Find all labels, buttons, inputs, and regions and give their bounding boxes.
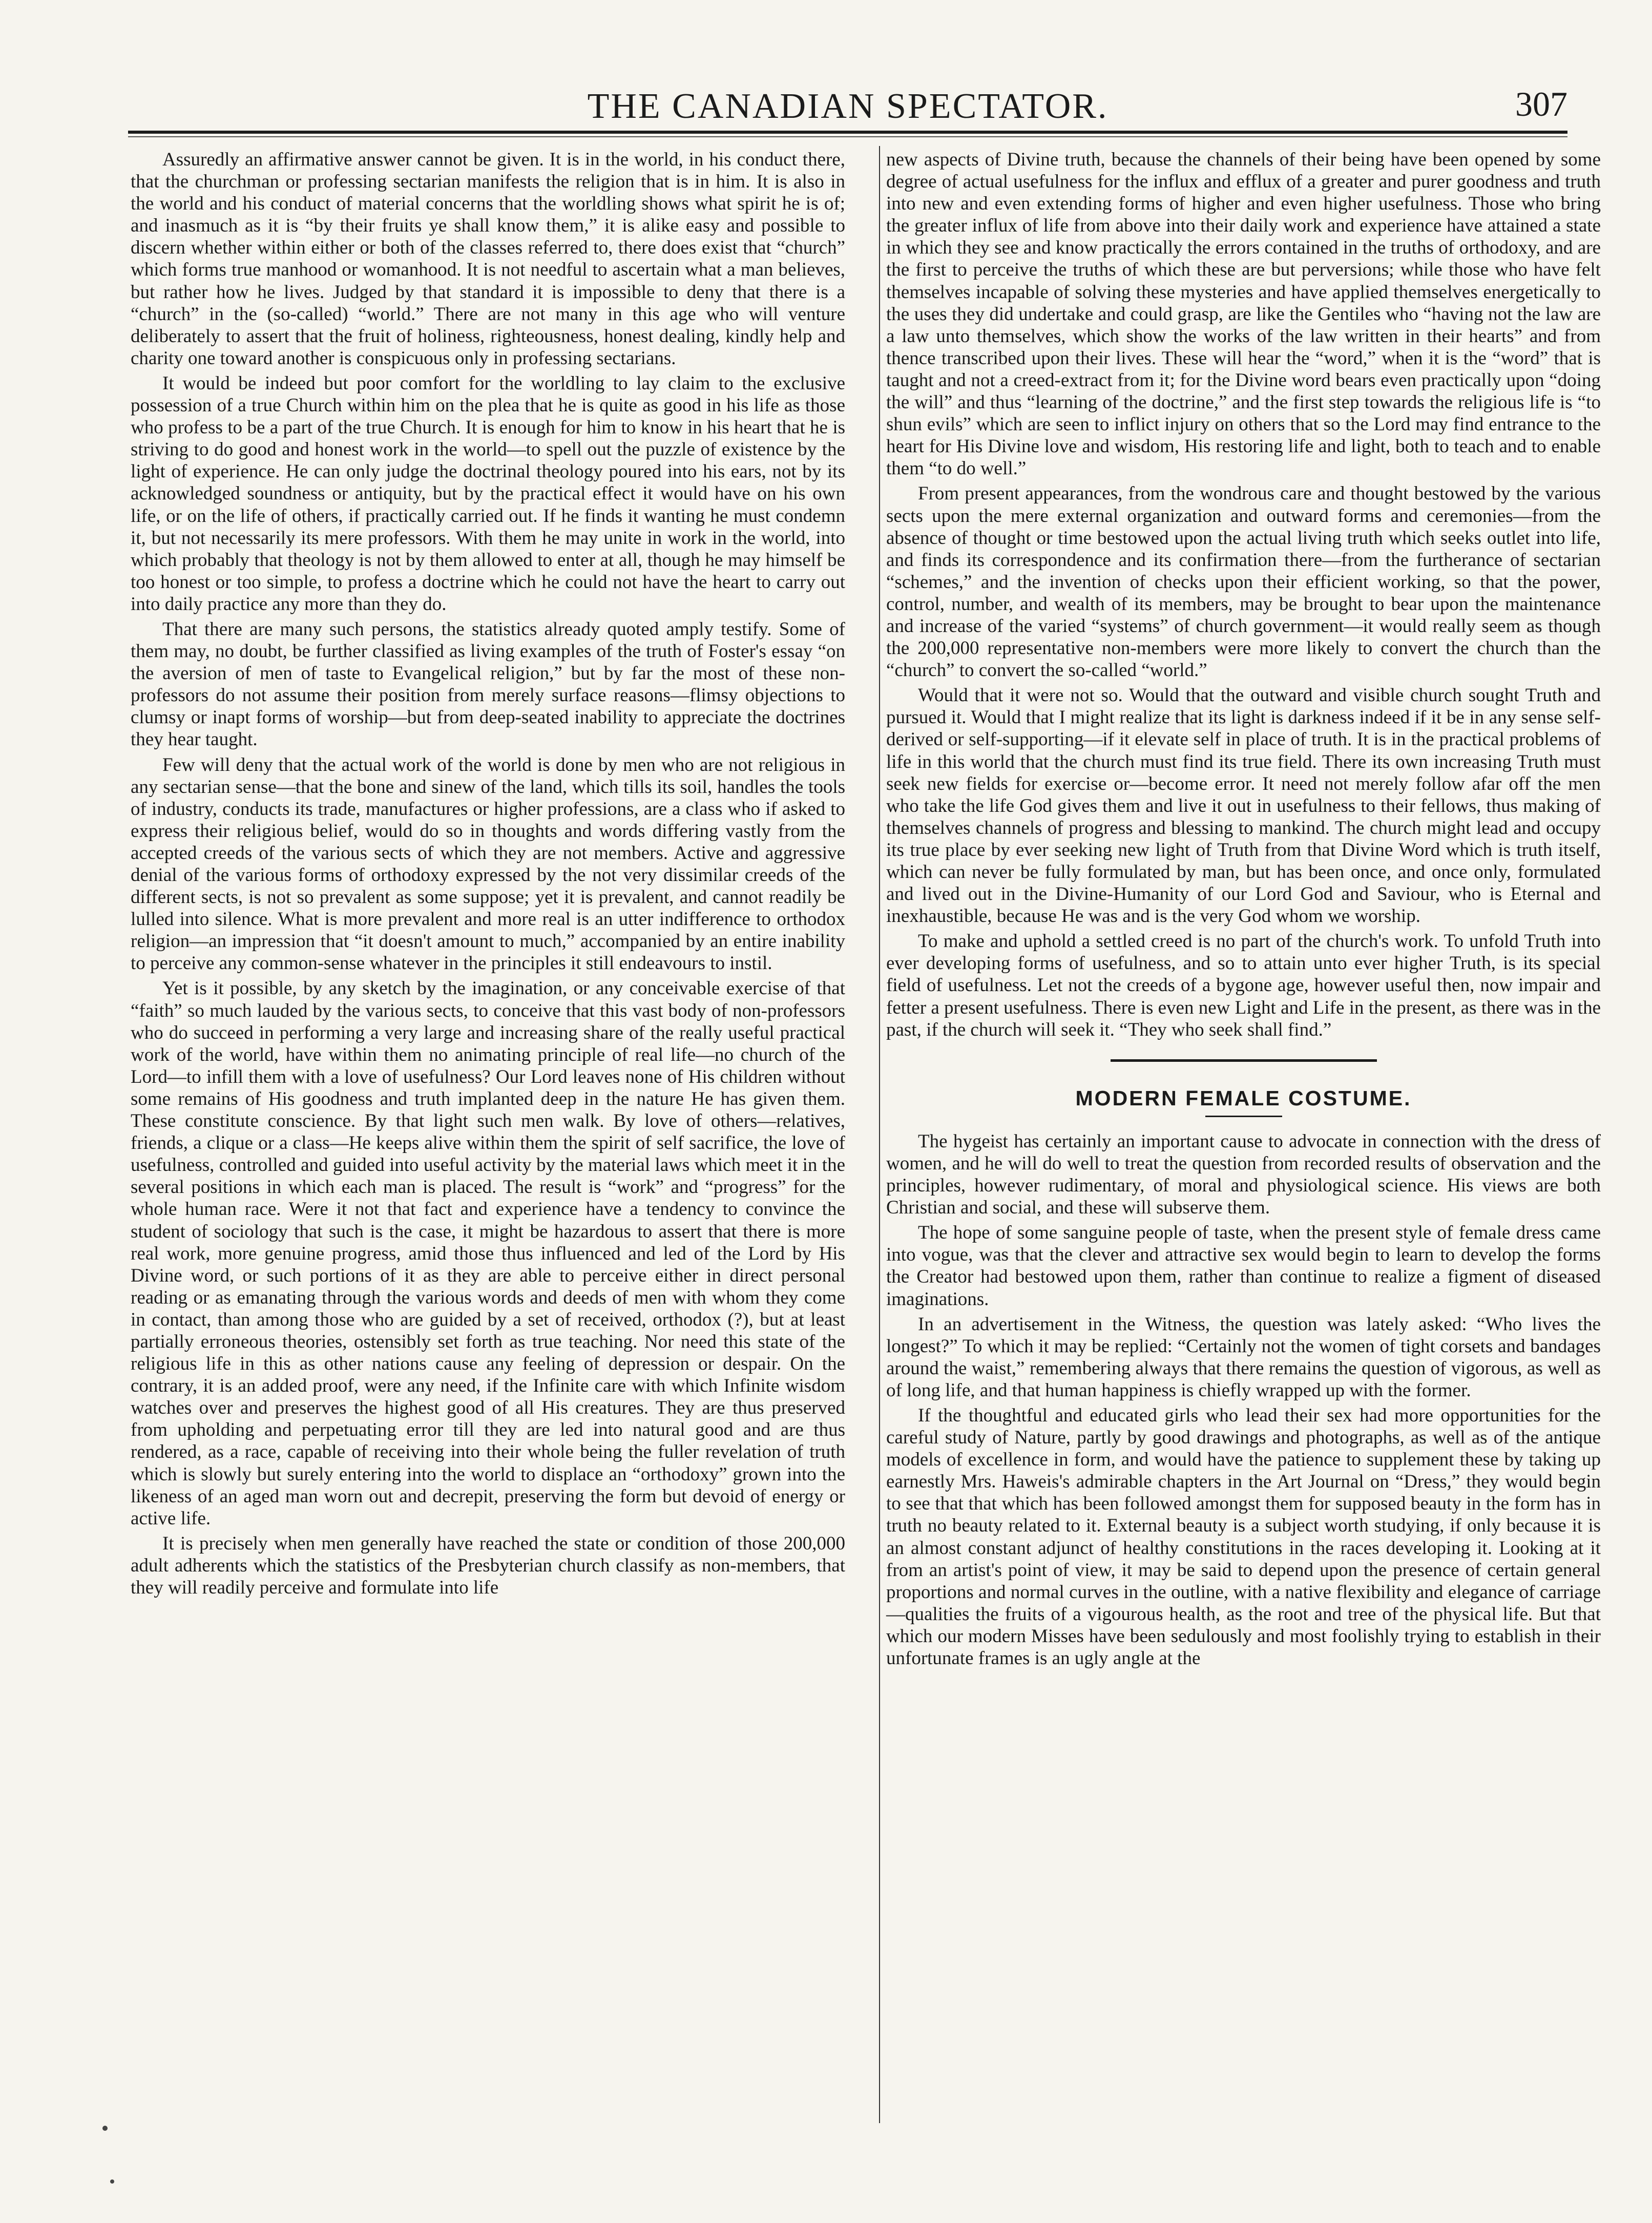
paragraph: That there are many such persons, the statistics already quoted amply testify. Some of them may, no doubt, be further classified as living examples of the truth of Foster's essay “on the aversion of men of taste to Evangelical religion,” but by far the most of these non-professors do not assume their position from merely surface reasons—flimsy objections to clumsy or inapt forms of worship—but from deep-seated inability to appreciate the doctrines they hear taught.: [131, 618, 845, 750]
right-column: [886, 149, 1601, 1672]
paragraph: The hygeist has certainly an important cause to advocate in connection with the dress of women, and he will do well to treat the question from recorded results of observation and the principles, however rudimentary, of moral and physiological science. His views are both Christian and social, and these will subserve them.: [886, 1130, 1601, 1219]
page-number: 307: [1515, 85, 1567, 123]
paragraph: It is precisely when men generally have reached the state or condition of those 200,000 adult adherents which the statistics of the Presbyterian church classify as non-members, that they will readily perceive and formulate into life: [131, 1533, 845, 1598]
print-speck: [110, 2179, 114, 2184]
left-column: [131, 149, 845, 1602]
paragraph: It would be indeed but poor comfort for the worldling to lay claim to the exclusive possession of a true Church within him on the plea that he is quite as good in his life as those who profess to be a part of the true Church. It is enough for him to know in his heart that he is striving to do good and honest work in the world—to spell out the puzzle of existence by the light of experience. He can only judge the doctrinal theology poured into his ears, not by its acknowledged soundness or antiquity, but by the practical effect it would have on his own life, or on the life of others, if practically carried out. If he finds it wanting he must condemn it, but not necessarily its mere professors. With them he may unite in work in the world, into which probably that theology is not by them allowed to enter at all, though he may himself be too honest or too simple, to profess a doctrine which he could not have the heart to carry out into daily practice any more than they do.: [131, 372, 845, 615]
paragraph: To make and uphold a settled creed is no part of the church's work. To unfold Truth into ever developing forms of usefulness, and so to attain unto ever higher Truth, is its special field of usefulness. Let not the creeds of a bygone age, however useful then, now impair and fetter a present usefulness. There is even new Light and Life in the present, as there was in the past, if the church will seek it. “They who seek shall find.”: [886, 931, 1601, 1040]
paragraph: If the thoughtful and educated girls who lead their sex had more opportunities for the careful study of Nature, partly by good drawings and photographs, as well as of the antique models of excellence in form, and would have the patience to supplement these by taking up earnestly Mrs. Haweis's admirable chapters in the Art Journal on “Dress,” they would begin to see that that which has been followed amongst them for supposed beauty in the form has in truth no beauty related to it. External beauty is a subject worth studying, if only because it is an almost constant adjunct of healthy constitutions in the races developing it. Looking at it from an artist's point of view, it may be said to depend upon the presence of certain general proportions and normal curves in the outline, with a native flexibility and elegance of carriage—qualities the fruits of a vigourous health, as the root and tree of the physical life. But that which our modern Misses have been sedulously and most foolishly trying to establish in their unfortunate frames is an ugly angle at the: [886, 1404, 1601, 1669]
section-divider: [1111, 1059, 1377, 1062]
header-rule-thin: [128, 136, 1567, 137]
header-rule: [128, 131, 1567, 134]
paragraph: From present appearances, from the wondrous care and thought bestowed by the various sects upon the mere external organization and outward forms and ceremonies—from the absence of thought or time bestowed upon the actual living truth which seeks outlet into life, and finds its correspondence and its confirmation there—from the furtherance of sectarian “schemes,” and the invention of checks upon their efficient working, so that the power, control, number, and wealth of its members, may be brought to bear upon the maintenance and increase of the varied “systems” of church government—it would really seem as though the 200,000 representative non-members were more likely to convert the church than the “church” to convert the so-called “world.”: [886, 483, 1601, 681]
masthead-title: THE CANADIAN SPECTATOR.: [587, 87, 1109, 126]
column-divider: [879, 146, 880, 2123]
paragraph: Would that it were not so. Would that the outward and visible church sought Truth and pursued it. Would that I might realize that its light is darkness indeed if it be in any sense self-derived or self-supporting—if it elevate self in place of truth. It is in the practical problems of life in this world that the church must find its true field. There its own increasing Truth must seek new fields for exercise or—become error. It need not merely follow afar off the men who take the life God gives them and live it out in usefulness to their fellows, thus making of themselves channels of progress and blessing to mankind. The church might lead and occupy its true place by ever seeking new light of Truth from that Divine Word which is truth itself, which can never be fully formulated by man, but has been once, and once only, formulated and lived out in the Divine-Humanity of our Lord God and Saviour, who is Eternal and inexhaustible, because He was and is the very God whom we worship.: [886, 685, 1601, 927]
section-title: MODERN FEMALE COSTUME.: [1075, 1086, 1412, 1110]
print-speck: [102, 2126, 108, 2131]
paragraph: Assuredly an affirmative answer cannot be given. It is in the world, in his conduct there, that the churchman or professing sectarian manifests the religion that is in him. It is also in the world and his conduct of material concerns that the worldling shows what spirit he is of; and inasmuch as it is “by their fruits ye shall know them,” it is alike easy and possible to discern whether within either or both of the classes referred to, there does exist that “church” which forms true manhood or womanhood. It is not needful to ascertain what a man believes, but rather how he lives. Judged by that standard it is impossible to deny that there is a “church” in the (so-called) “world.” There are not many in this age who will venture deliberately to assert that the fruit of holiness, righteousness, honest dealing, kindly help and charity one toward another is conspicuous only in professing sectarians.: [131, 149, 845, 369]
title-rule: [1205, 1116, 1282, 1117]
paragraph: The hope of some sanguine people of taste, when the present style of female dress came into vogue, was that the clever and attractive sex would begin to learn to develop the forms the Creator had bestowed upon them, rather than continue to realize a figment of diseased imaginations.: [886, 1222, 1601, 1310]
paragraph: new aspects of Divine truth, because the channels of their being have been opened by some degree of actual usefulness for the influx and efflux of a greater and purer goodness and truth into new and even extending forms of higher and even higher usefulness. Those who bring the greater influx of life from above into their daily work and experience have attained a state in which they see and know practically the errors contained in the truths of orthodoxy, and are the first to perceive the truths of which these are but perversions; while those who have felt themselves incapable of solving these mysteries and have applied themselves energetically to the uses they did undertake and could grasp, are like the Gentiles who “having not the law are a law unto themselves, which show the works of the law written in their hearts” and from thence transcribed upon their lives. These will hear the “word,” when it is the “word” that is taught and not a creed-extract from it; for the Divine word bears even practically upon “doing the will” and thus “learning of the doctrine,” and the first step towards the religious life is “to shun evils” which are seen to inflict injury on others that so the Lord may find entrance to the heart for His Divine love and wisdom, His restoring life and light, both to teach and to enable them “to do well.”: [886, 149, 1601, 479]
paragraph: Few will deny that the actual work of the world is done by men who are not religious in any sectarian sense—that the bone and sinew of the land, which tills its soil, handles the tools of industry, conducts its trade, manufactures or higher professions, are a class who if asked to express their religious belief, would do so in thoughts and words differing vastly from the accepted creeds of the various sects of which they are not members. Active and aggressive denial of the various forms of orthodoxy expressed by the not very dissimilar creeds of the different sects, is not so prevalent as some suppose; yet it is prevalent, and cannot readily be lulled into silence. What is more prevalent and more real is an utter indifference to orthodox religion—an impression that “it doesn't amount to much,” accompanied by an entire inability to perceive any common-sense whatever in the principles it still endeavours to instil.: [131, 754, 845, 974]
page-header: [128, 77, 1567, 133]
paragraph: In an advertisement in the Witness, the question was lately asked: “Who lives the longest?” To which it may be replied: “Certainly not the women of tight corsets and bandages around the waist,” remembering always that there remains the question of vigorous, as well as of long life, and that human happiness is chiefly wrapped up with the former.: [886, 1313, 1601, 1401]
paragraph: Yet is it possible, by any sketch by the imagination, or any conceivable exercise of that “faith” so much lauded by the various sects, to conceive that this vast body of non-professors who do succeed in performing a very large and increasing share of the really useful practical work of the world, have within them no animating principle of real life—no church of the Lord—to infill them with a love of usefulness? Our Lord leaves none of His children without some remains of His goodness and truth implanted deep in the nature He has given them. These constitute conscience. By that light such men walk. By love of others—relatives, friends, a clique or a class—He keeps alive within them the spirit of self sacrifice, the love of usefulness, controlled and guided into useful activity by the material laws which meet it in the several positions in which each man is placed. The result is “work” and “progress” for the whole human race. Were it not that fact and experience have a tendency to convince the student of sociology that such is the case, it might be hazardous to assert that there is more real work, more genuine progress, amid those thus influenced and led of the Lord by His Divine word, or such portions of it as they are able to perceive either in direct personal reading or as emanating through the various words and deeds of men with whom they come in contact, than among those who are guided by a set of received, orthodox (?), but at least partially erroneous theories, ostensibly set forth as true teaching. Nor need this state of the religious life in this as other nations cause any feeling of depression or despair. On the contrary, it is an added proof, were any need, if the Infinite care with which Infinite wisdom watches over and preserves the highest good of all His creatures. They are thus preserved from upholding and perpetuating error till they are led into natural good and are thus rendered, as a race, capable of receiving into their whole being the fuller revelation of truth which is slowly but surely entering into the world to displace an “orthodoxy” grown into the likeness of an aged man worn out and decrepit, preserving the form but devoid of energy or active life.: [131, 978, 845, 1529]
